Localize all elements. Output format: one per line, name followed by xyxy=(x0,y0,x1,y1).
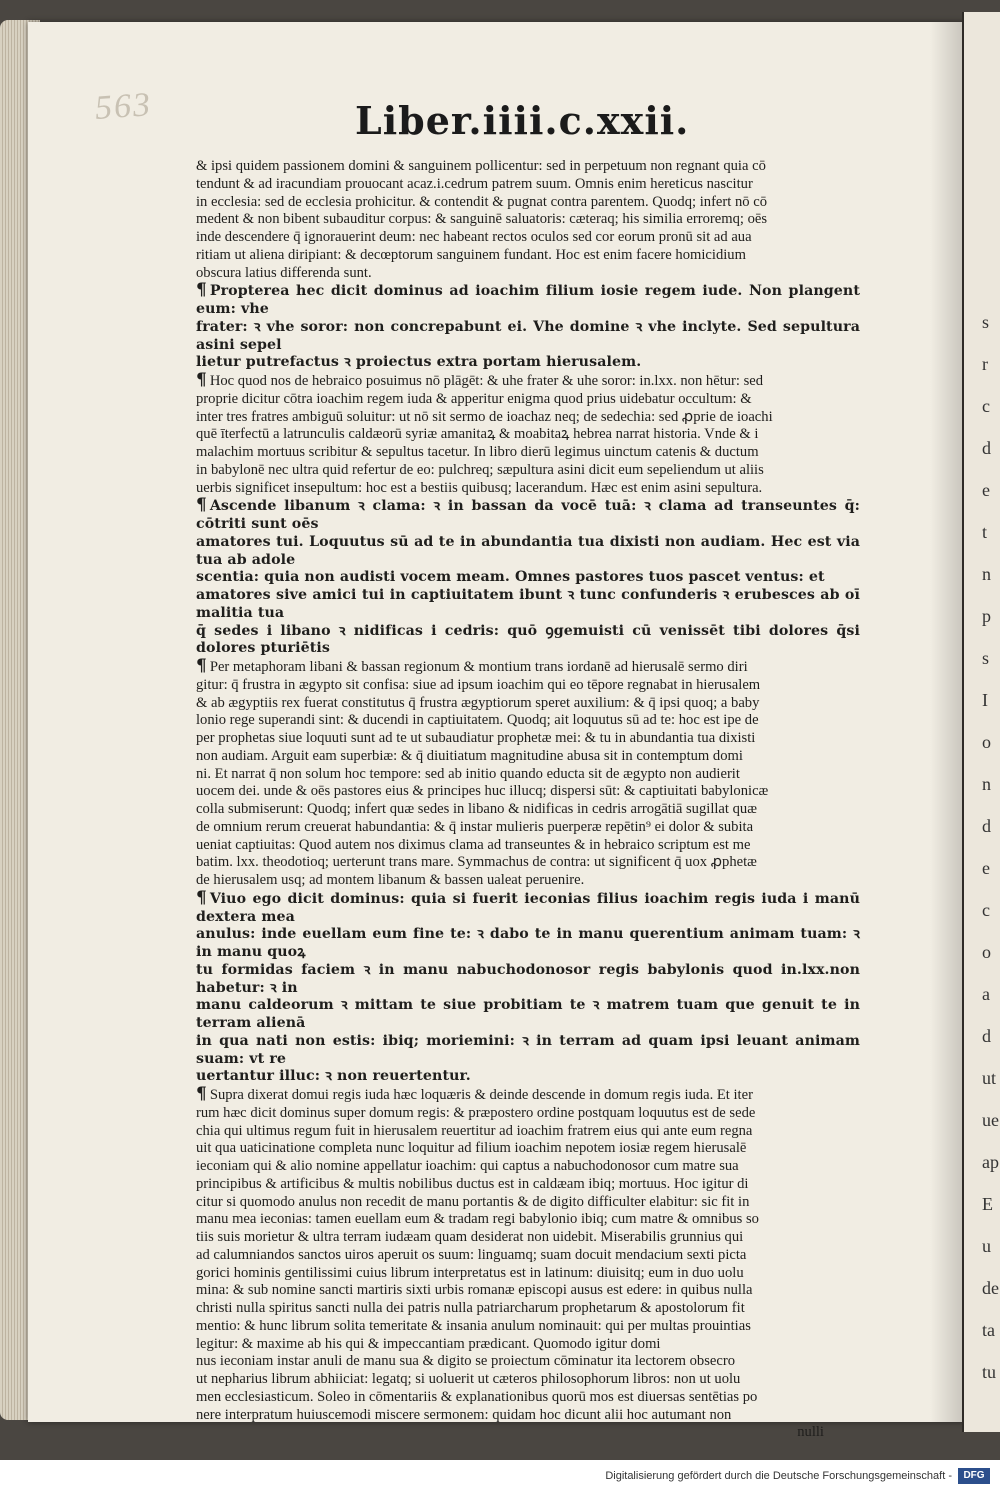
text-line: ieconiam qui & alio nomine appellatur ioachim: qui captus a nabuchodonosor cum matre sua xyxy=(196,1158,739,1174)
text-line: & ab ægyptiis rex fuerat constitutus q̄ frustra ægyptiorum speret auxilium: & q̄ ipsi quoq; a baby xyxy=(196,694,760,711)
facing-page-letter: s xyxy=(982,312,990,332)
facing-page-edge xyxy=(962,12,1000,1432)
facing-page-letter: e xyxy=(982,858,990,878)
text-line: inde descendere q̄ ignorauerint deum: nec habeant rectos oculos sed cor eorum pronū sit ad aua xyxy=(196,229,752,245)
text-line: amatores sive amici tui in captiuitatem ibunt ꝛ tunc confunderis ꝛ erubesces ab oī malitia tua xyxy=(196,587,860,621)
text-line: medent & non bibent subauditur corpus: & sanguinē saluatoris: cæteraq; his similia erroremq; oēs xyxy=(196,211,768,228)
text-line: legitur: & maxime ab his qui & impeccantiam prædicant. Quomodo igitur domi xyxy=(196,1335,661,1352)
commentary-paragraph xyxy=(196,1086,860,1424)
facing-page-letter: I xyxy=(982,690,988,710)
text-line: obscura latius differenda sunt. xyxy=(196,264,372,281)
text-line: q̄ sedes i libano ꝛ nidificas i cedris: quō ꝯgemuisti cū venissēt tibi dolores q̄si dolores pturiētis xyxy=(196,622,860,657)
facing-page-letter: e xyxy=(982,480,990,500)
text-line: mentio: & hunc librum solita temeritate & insania anulum nominauit: qui per multas prouintias xyxy=(196,1317,751,1334)
commentary-paragraph xyxy=(196,372,860,497)
text-line: nus ieconiam instar anuli de manu sua & digito se proiectum cōminatur ita lectorem obsecro xyxy=(196,1353,736,1370)
text-line: non audiam. Arguit eam superbiæ: & q̄ diuitiatum magnitudine abusa sit in contemptum domi xyxy=(196,747,743,764)
text-line: manu mea ieconias: tamen euellam eum & tradam regi babylonio ibiq; cum matre & omnibus so xyxy=(196,1211,759,1228)
text-line: citur si quomodo anulus non recedit de manu portantis & de digito difficulter elabitur: sic fit in xyxy=(196,1193,750,1210)
text-line: frater: ꝛ vhe soror: non concrepabunt ei. Vhe domine ꝛ vhe inclyte. Sed sepultura asini sepel xyxy=(196,318,860,353)
text-line: de omnium rerum creuerat habundantia: & q̄ instar mulieris puerperæ repētin⁹ ei dolor & subita xyxy=(196,818,754,835)
text-line: Hoc quod nos de hebraico posuimus nō plāgēt: & uhe frater & uhe soror: in.lxx. non hētur: sed xyxy=(209,373,764,389)
text-line: tu formidas faciem ꝛ in manu nabuchodonosor regis babylonis quod in.lxx.non habetur: ꝛ in xyxy=(196,961,860,996)
paragraph-mark-icon: ¶ xyxy=(196,370,207,390)
dfg-logo: DFG xyxy=(958,1468,990,1484)
text-line: scentia: quia non audisti vocem meam. Omnes pastores tuos pascet ventus: et xyxy=(196,569,825,586)
facing-page-letter: ue xyxy=(982,1110,999,1130)
commentary-paragraph xyxy=(196,658,860,890)
facing-page-letter: o xyxy=(982,732,991,752)
text-line: malachim mortuus scribitur & sepultus tacetur. In libro dierū legimus uinctum catenis & ductum xyxy=(196,444,759,460)
facing-page-letter: ut xyxy=(982,1068,997,1088)
text-line: proprie dicitur cōtra ioachim regem iuda & apperitur enigma quod prius uidebatur occultum: & xyxy=(196,390,752,407)
handwritten-folio-number: 563 xyxy=(93,86,154,127)
facing-page-letter: ap xyxy=(982,1152,999,1172)
text-line: in babylonē nec ultra quid refertur de eo: pulchreq; sæpultura asini dicit eum sepeliendum ut aliis xyxy=(196,461,764,478)
text-line: per prophetas siue loquuti sunt ad te ut subaudiatur prophetæ mei: & tu in abundantia tua dixisti xyxy=(196,730,756,746)
facing-page-letter: E xyxy=(982,1194,993,1214)
paragraph-mark-icon: ¶ xyxy=(196,887,207,908)
text-line: Per metaphoram libani & bassan regionum & montium trans iordanē ad hierusalē sermo diri xyxy=(209,659,748,675)
lemma-paragraph xyxy=(196,282,860,372)
text-line: chia qui ultimus regum fuit in hierusalem reuertitur ad ioachim fratrem eius qui ante eum regna xyxy=(196,1122,753,1139)
text-line: tiis suis morietur & ultra terram iudæam quam desiderat non uidebit. Miserabilis grunnius qui xyxy=(196,1229,744,1245)
text-line: Ascende libanum ꝛ clama: ꝛ in bassan da vocē tuā: ꝛ clama ad transeuntes q̄: cōtriti sunt oēs xyxy=(196,498,860,532)
text-line: gitur: q̄ frustra in ægypto sit confisa: siue ad ipsum ioachim qui eo tēpore regnabat in hierusalem xyxy=(196,676,761,693)
text-line: men ecclesiasticum. Soleo in cōmentariis & explanationibus quorū mos est diuersas sentētias po xyxy=(196,1388,758,1405)
running-head: Liber.iiii.c.xxii. xyxy=(355,98,690,143)
text-line: uerbis significet insepultum: hoc est a bestiis quibusq; lacerandum. Hæc est enim asini sepultura. xyxy=(196,479,763,496)
facing-page-letter: n xyxy=(982,774,991,794)
facing-page-letter: s xyxy=(982,648,990,668)
facing-page-letter: a xyxy=(982,984,990,1004)
text-line: ritiam ut aliena diripiant: & decœptorum sanguinem fundant. Hoc est enim facere homicidium xyxy=(196,246,746,263)
text-line: nere interpratum huiuscemodi miscere sermonem: quidam hoc dicunt alii hoc autumant non xyxy=(196,1406,732,1423)
paragraph-mark-icon: ¶ xyxy=(196,656,207,676)
text-line: manu caldeorum ꝛ mittam te siue probitiam te ꝛ matrem tuam que genuit te in terram alienā xyxy=(196,997,860,1031)
lemma-paragraph xyxy=(196,887,860,1086)
facing-page-letter: d xyxy=(982,438,991,458)
text-line: rum hæc dicit dominus super domum regis: & præpostero ordine postquam loquutus est de sede xyxy=(196,1104,756,1121)
text-line: in ecclesia: sed de ecclesia prohicitur. & contendit & pugnat contra parentem. Quodq; infert nō cō xyxy=(196,193,767,210)
text-line: batim. lxx. theodotioq; uerterunt trans mare. Symmachus de contra: ut significent q̄ uox ꝓphetæ xyxy=(196,854,757,871)
text-line: christi nulla spiritus sancti nulla dei patris nulla patriarcharum prophetarum & apostolorum fit xyxy=(196,1300,745,1316)
text-line: lietur putrefactus ꝛ proiectus extra portam hierusalem. xyxy=(196,354,642,371)
text-line: uertantur illuc: ꝛ non reuertentur. xyxy=(196,1068,471,1085)
catchword: nulli xyxy=(797,1424,824,1441)
facing-page-letter: d xyxy=(982,1026,991,1046)
footer-credit: Digitalisierung gefördert durch die Deutsche Forschungsgemeinschaft - xyxy=(605,1470,952,1482)
text-line: & ipsi quidem passionem domini & sanguinem pollicentur: sed in perpetuum non regnant quia cō xyxy=(196,158,766,174)
text-line: ni. Et narrat q̄ non solum hoc tempore: sed ab initio quando educta sit de ægypto non audierit xyxy=(196,765,740,782)
text-line: mina: & sub nomine sancti martiris sixti urbis romanæ episcopi ausus est edere: in quibus nulla xyxy=(196,1282,753,1299)
text-line: principibus & artificibus & multis nobilibus ductus est in caldæam ibiq; mortuus. Hoc igitur di xyxy=(196,1175,749,1192)
text-line: colla submiserunt: Quodq; infert quæ sedes in libano & nidificas in cedris arrogātiā sugillat quæ xyxy=(196,801,757,817)
facing-page-letter: ta xyxy=(982,1320,995,1340)
text-line: de hierusalem usq; ad montem libanum & bassen ualeat peruenire. xyxy=(196,872,585,888)
facing-page-letter: tu xyxy=(982,1362,997,1382)
facing-page-letter: d xyxy=(982,816,991,836)
main-text-block xyxy=(196,158,860,1442)
text-line: lonio rege superandi sint: & ducendi in captiuitatem. Quodq; ait loquutus sū ad te: hoc est ipe de xyxy=(196,712,759,729)
paragraph-mark-icon: ¶ xyxy=(196,1084,207,1104)
text-line: in qua nati non estis: ibiq; moriemini: ꝛ in terram ad quam ipsi leuant animam suam: vt re xyxy=(196,1032,860,1067)
text-line: ad calumniandos sanctos uiros aperuit os suum: linguamq; suam docuit mendacium sexti picta xyxy=(196,1246,747,1263)
digitization-footer xyxy=(0,1460,1000,1495)
facing-page-letter: t xyxy=(982,522,988,542)
facing-page-letter: c xyxy=(982,396,990,416)
text-line: amatores tui. Loquutus sū ad te in abundantia tua dixisti non audiam. Hec est via tua ab adole xyxy=(196,533,860,568)
text-line: ueniat captiuitas: Quod autem nos diximus clama ad transeuntes & in hebraico scriptum est me xyxy=(196,836,751,853)
facing-page-letter: o xyxy=(982,942,991,962)
commentary-paragraph xyxy=(196,158,860,282)
facing-page-letter: p xyxy=(982,606,991,626)
gutter-shadow xyxy=(930,22,966,1422)
facing-page-letter: r xyxy=(982,354,988,374)
text-line: ut nepharius librum abhiiciat: legatq; si uoluerit ut cæteros philosophorum libros: non ut uolu xyxy=(196,1371,741,1387)
facing-page-letter: de xyxy=(982,1278,999,1298)
text-line: uocem dei. unde & oēs pastores eius & principes huc illucq; dispersi sūt: & captiuitati babylonicæ xyxy=(196,783,769,800)
text-line: Supra dixerat domui regis iuda hæc loquæris & deinde descende in domum regis iuda. Et iter xyxy=(209,1087,753,1103)
text-line: uit qua uaticinatione completa nunc loquitur ad filium ioachim nepotem iosiæ regem hierusalē xyxy=(196,1140,747,1157)
lemma-paragraph xyxy=(196,497,860,658)
paragraph-mark-icon: ¶ xyxy=(196,495,207,516)
text-line: inter tres fratres ambiguū soluitur: ut nō sit sermo de ioachaz neq; de sedechia: sed ꝓprie de ioachi xyxy=(196,408,773,425)
text-line: gorici hominis gentilissimi cuius librum interpretatus est in latinum: diuisitq; eum in duo uolu xyxy=(196,1264,744,1281)
facing-page-letter: n xyxy=(982,564,991,584)
text-line: anulus: inde euellam eum fine te: ꝛ dabo te in manu querentium animam tuam: ꝛ in manu quoꝝ xyxy=(196,926,860,960)
text-line: quē īterfectū a latrunculis caldæorū syriæ amanitaꝝ & moabitaꝝ hebrea narrat historia. Vnde & i xyxy=(196,426,759,443)
text-line: Propterea hec dicit dominus ad ioachim filium iosie regem iude. Non plangent eum: vhe xyxy=(196,283,860,317)
text-line: Viuo ego dicit dominus: quia si fuerit ieconias filius ioachim regis iuda i manū dextera mea xyxy=(196,890,860,925)
paragraph-mark-icon: ¶ xyxy=(196,280,207,301)
facing-page-letter: u xyxy=(982,1236,991,1256)
text-line: tendunt & ad iracundiam prouocant acaz.i.cedrum patrem suum. Omnis enim hereticus nascitur xyxy=(196,175,753,192)
facing-page-letter: c xyxy=(982,900,990,920)
